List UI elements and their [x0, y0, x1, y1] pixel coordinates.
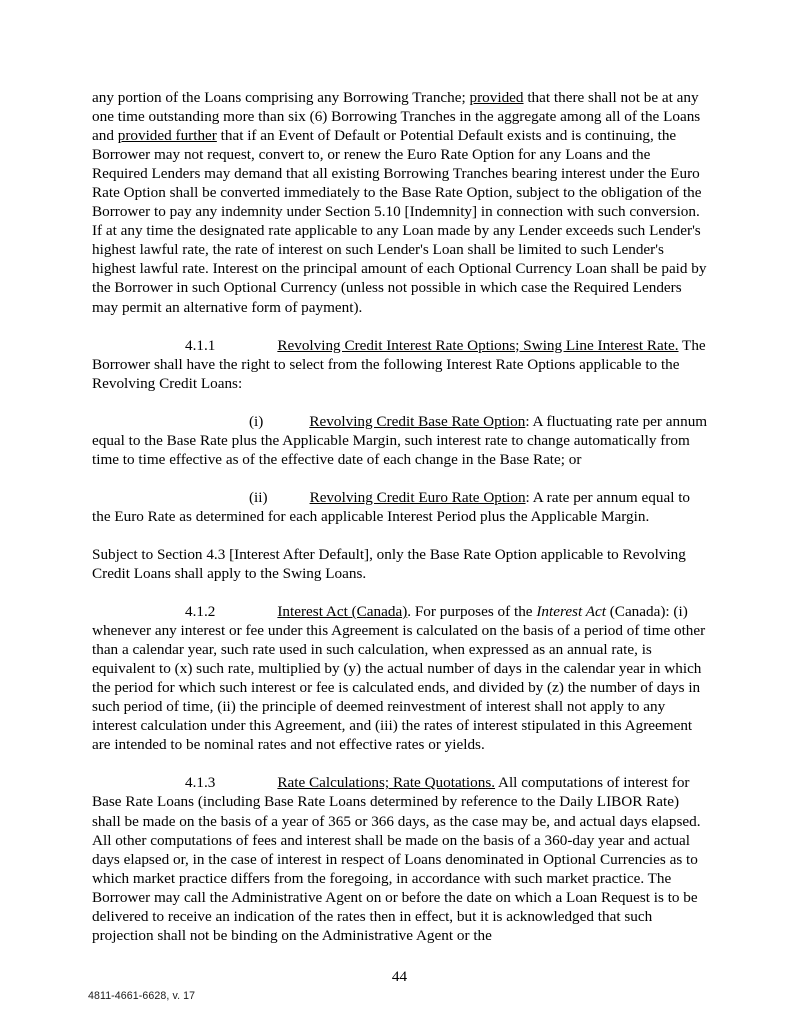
section-number: 4.1.2: [185, 603, 216, 621]
paragraph-text-segment: Subject to Section 4.3 [Interest After Default], only the Base Rate Option applicable to Revolving Credit Loans shall apply to the Swing Loans.: [92, 545, 686, 582]
section-4-1-2: [92, 602, 708, 754]
document-body: [92, 88, 708, 945]
item-marker: (ii): [249, 488, 268, 506]
paragraph-swing-loans: [92, 545, 708, 583]
section-4-1-3: [92, 773, 708, 944]
section-4-1-1: [92, 336, 708, 393]
paragraph-text-segment: any portion of the Loans comprising any Borrowing Tranche;: [92, 89, 470, 106]
section-body: The Borrower shall have the right to select from the following Interest Rate Options applicable to the Revolving Credit Loans:: [92, 336, 706, 392]
item-heading: Revolving Credit Base Rate Option: [309, 412, 526, 430]
item-body: : A fluctuating rate per annum equal to the Base Rate plus the Applicable Margin, such interest rate to change automatically from time to time effective as of the effective date of each change in the Base Rate; or: [92, 412, 708, 468]
section-heading: Interest Act (Canada): [277, 603, 408, 621]
emphasis-provided: provided: [469, 89, 524, 106]
item-roman-ii: [92, 488, 708, 526]
item-roman-i: [92, 412, 708, 469]
paragraph-text-segment: that there shall not be at any one time outstanding more than six (6) Borrowing Tranches in the aggregate among all of the Loans and: [92, 89, 701, 145]
document-id-footer: 4811-4661-6628, v. 17: [88, 990, 196, 1002]
section-body: All computations of interest for Base Rate Loans (including Base Rate Loans determined by reference to the Daily LIBOR Rate) shall be made on the basis of a year of 365 or 366 days, as the case may be, and actual days elapsed. All other computations of fees and interest shall be made on the basis of a 360-day year and actual days elapsed or, in the case of interest in respect of Loans denominated in Optional Currencies as to which market practice differs from the foregoing, in accordance with such market practice. The Borrower may call the Administrative Agent on or before the date on which a Loan Request is to be delivered to receive an indication of the rates then in effect, but it is acknowledged that such projection shall not be binding on the Administrative Agent or the: [92, 774, 701, 944]
section-body: (Canada): (i) whenever any interest or fee under this Agreement is calculated on the basis of a period of time other than a calendar year, such rate used in such calculation, when expressed as an annual rate, is equivalent to (x) such rate, multiplied by (y) the actual number of days in the calendar year in which the period for which such interest or fee is calculated ends, and divided by (z) the number of days in such period of time, (ii) the principle of deemed reinvestment of interest shall not apply to any interest calculation under this Agreement, and (iii) the rates of interest stipulated in this Agreement are intended to be nominal rates and not effective rates or yields.: [92, 603, 706, 754]
item-marker: (i): [249, 412, 264, 430]
emphasis-provided-further: provided further: [117, 127, 217, 145]
item-body: : A rate per annum equal to the Euro Rate as determined for each applicable Interest Period plus the Applicable Margin.: [92, 488, 691, 525]
section-body: . For purposes of the: [407, 603, 537, 621]
section-number: 4.1.3: [185, 774, 216, 792]
section-number: 4.1.1: [185, 336, 216, 354]
section-heading: Rate Calculations; Rate Quotations.: [277, 774, 496, 792]
section-heading: Revolving Credit Interest Rate Options; Swing Line Interest Rate.: [277, 336, 679, 354]
item-heading: Revolving Credit Euro Rate Option: [309, 488, 526, 506]
italic-statute-name: Interest Act: [536, 603, 606, 621]
paragraph-text-segment: that if an Event of Default or Potential Default exists and is continuing, the Borrower may not request, convert to, or renew the Euro Rate Option for any Loans and the Required Lenders may demand that all existing Borrowing Tranches bearing interest under the Euro Rate Option shall be converted immediately to the Base Rate Option, subject to the obligation of the Borrower to pay any indemnity under Section 5.10 [Indemnity] in connection with such conversion. If at any time the designated rate applicable to any Loan made by any Lender exceeds such Lender's highest lawful rate, the rate of interest on such Lender's Loan shall be limited to such Lender's highest lawful rate. Interest on the principal amount of each Optional Currency Loan shall be paid by the Borrower in such Optional Currency (unless not possible in which case the Required Lenders may permit an alternative form of payment).: [92, 127, 707, 316]
page-number: 44: [391, 968, 408, 985]
paragraph-loans-tranches: [92, 88, 708, 317]
